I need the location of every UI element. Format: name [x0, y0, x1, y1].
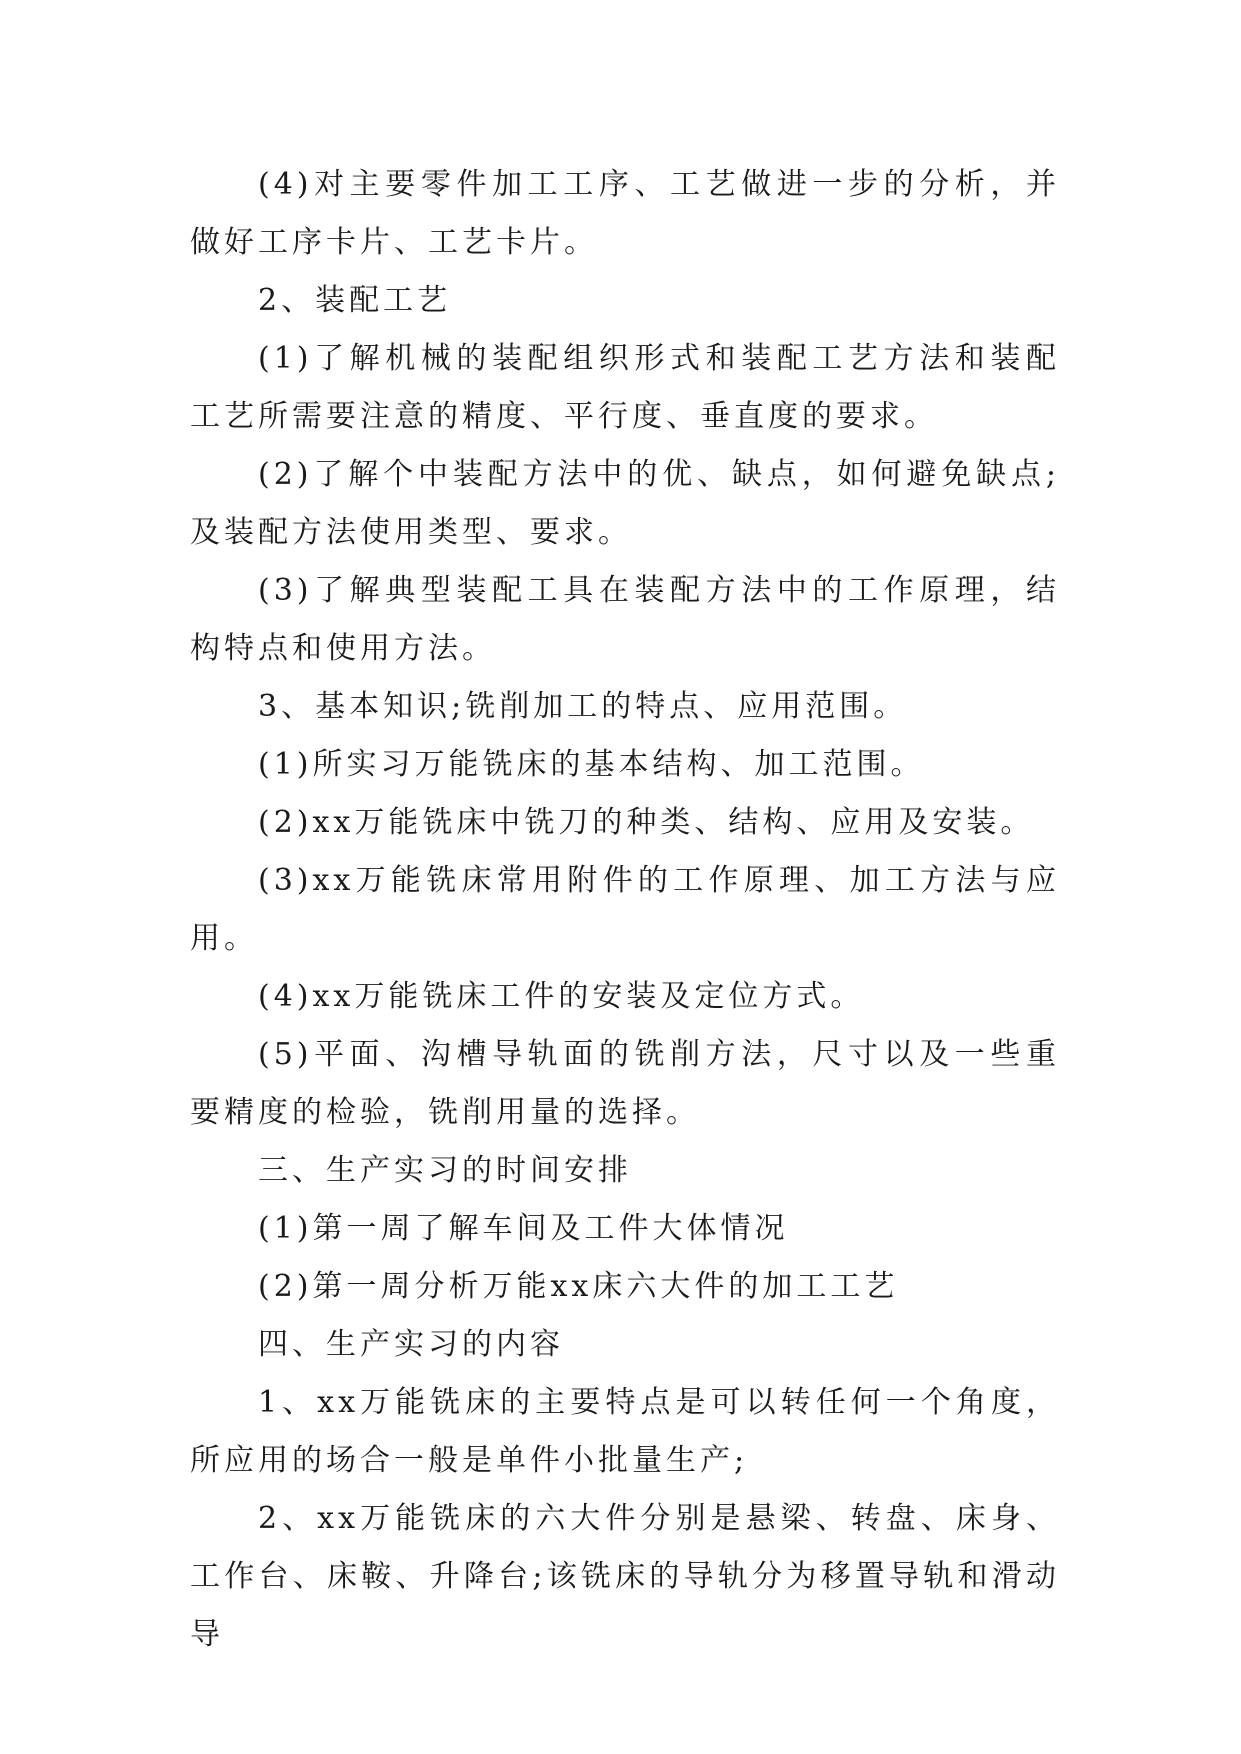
paragraph-content-1: 1、xx万能铣床的主要特点是可以转任何一个角度，所应用的场合一般是单件小批量生产;: [190, 1385, 1060, 1478]
paragraph-process-analysis: (4)对主要零件加工工序、工艺做进一步的分析，并做好工序卡片、工艺卡片。: [190, 167, 1060, 260]
paragraph-knowledge-2: (2)xx万能铣床中铣刀的种类、结构、应用及安装。: [258, 805, 1035, 840]
heading-schedule: 三、生产实习的时间安排: [258, 1153, 632, 1188]
paragraph-knowledge-3: (3)xx万能铣床常用附件的工作原理、加工方法与应用。: [190, 863, 1060, 956]
heading-basic-knowledge: 3、基本知识;铣削加工的特点、应用范围。: [258, 689, 908, 724]
paragraph-assembly-2: (2)了解个中装配方法中的优、缺点，如何避免缺点;及装配方法使用类型、要求。: [190, 457, 1060, 550]
paragraph-knowledge-4: (4)xx万能铣床工件的安装及定位方式。: [258, 979, 865, 1014]
paragraph-content-2: 2、xx万能铣床的六大件分别是悬梁、转盘、床身、工作台、床鞍、升降台;该铣床的导轨分为移置导轨和滑动导: [190, 1501, 1060, 1652]
paragraph-schedule-2: (2)第一周分析万能xx床六大件的加工工艺: [258, 1269, 899, 1304]
document-body: [190, 156, 1060, 1664]
paragraph-assembly-3: (3)了解典型装配工具在装配方法中的工作原理，结构特点和使用方法。: [190, 573, 1060, 666]
paragraph-knowledge-5: (5)平面、沟槽导轨面的铣削方法，尺寸以及一些重要精度的检验，铣削用量的选择。: [190, 1037, 1060, 1130]
heading-assembly-process: 2、装配工艺: [258, 283, 452, 318]
heading-content: 四、生产实习的内容: [258, 1327, 564, 1362]
paragraph-knowledge-1: (1)所实习万能铣床的基本结构、加工范围。: [258, 747, 925, 782]
paragraph-assembly-1: (1)了解机械的装配组织形式和装配工艺方法和装配工艺所需要注意的精度、平行度、垂直度的要求。: [190, 341, 1060, 434]
paragraph-schedule-1: (1)第一周了解车间及工件大体情况: [258, 1211, 789, 1246]
